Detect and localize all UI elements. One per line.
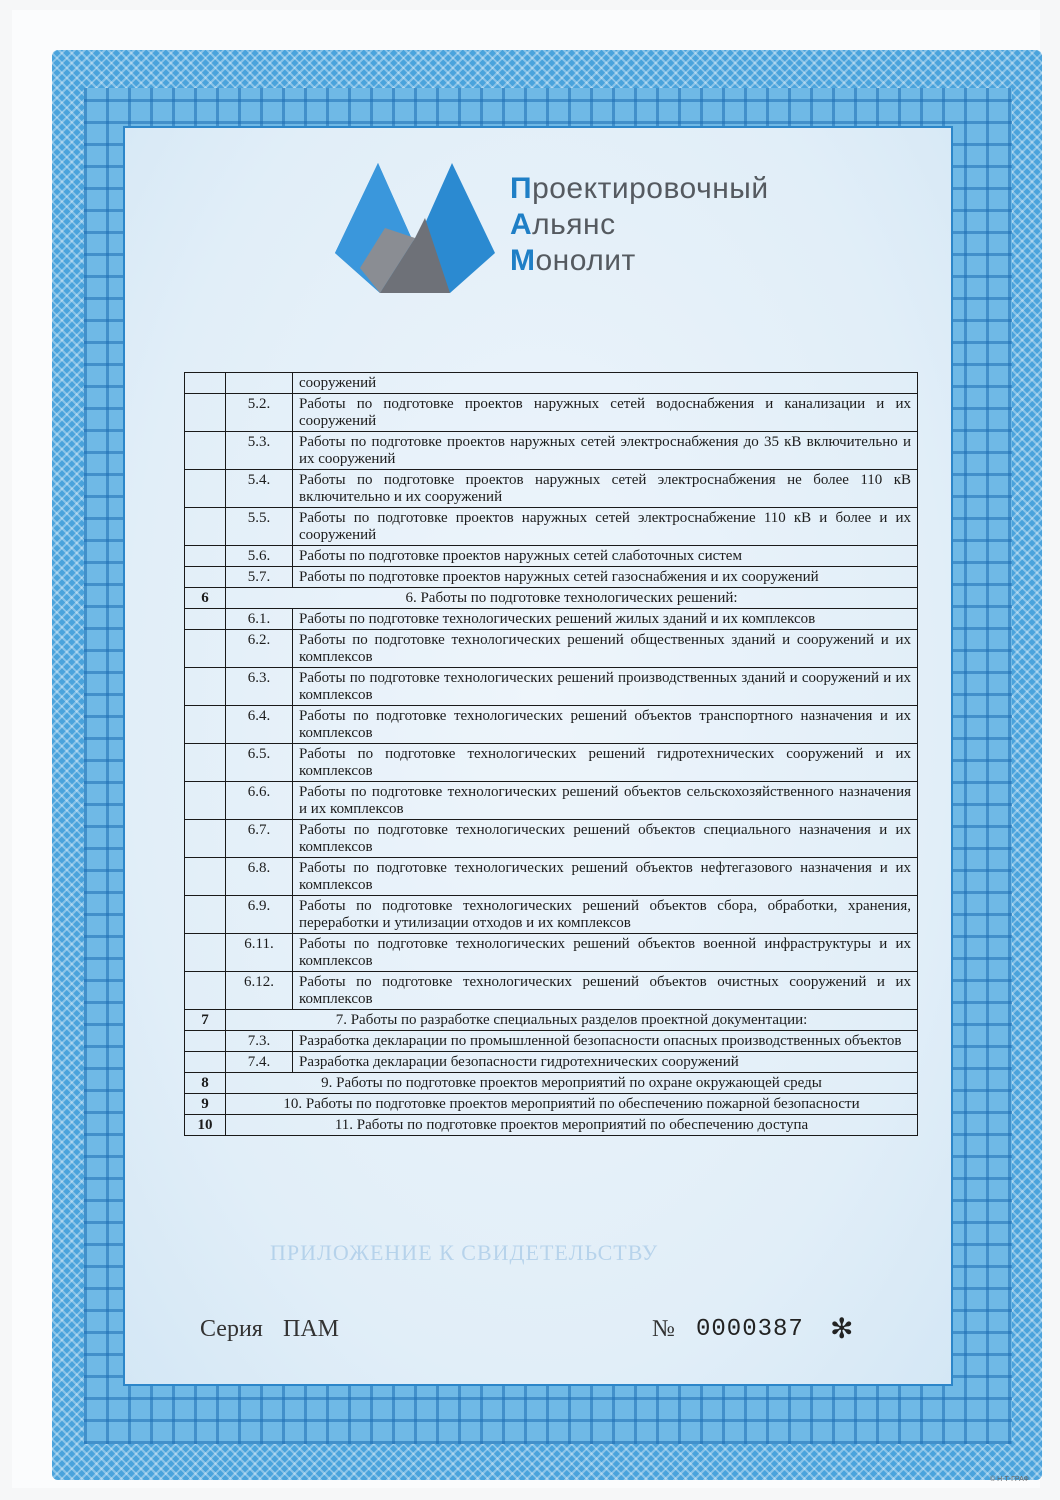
item-code-cell: 7.4. [226, 1052, 293, 1073]
series-label: Серия [200, 1316, 263, 1342]
item-code-cell: 6.9. [226, 896, 293, 934]
item-code-cell [226, 373, 293, 394]
section-number-cell [185, 782, 226, 820]
section-number-cell [185, 630, 226, 668]
item-code-cell: 6.7. [226, 820, 293, 858]
series-value: ПАМ [283, 1316, 340, 1342]
mountain-logo-icon [330, 158, 500, 298]
item-code-cell: 6.6. [226, 782, 293, 820]
item-code-cell: 6.5. [226, 744, 293, 782]
item-code-cell: 5.2. [226, 394, 293, 432]
section-number-cell [185, 706, 226, 744]
item-description-cell: Работы по подготовке проектов наружных сетей электроснабжение 110 кВ и более и их сооружений [293, 508, 918, 546]
table-row [185, 934, 918, 972]
table-row [185, 508, 918, 546]
item-code-cell: 6.8. [226, 858, 293, 896]
section-number-cell [185, 373, 226, 394]
section-number-cell [185, 394, 226, 432]
item-code-cell: 5.7. [226, 567, 293, 588]
item-description-cell: Работы по подготовке технологических решений объектов сельскохозяйственного назначения и их комплексов [293, 782, 918, 820]
item-description-cell: Работы по подготовке технологических решений объектов сбора, обработки, хранения, переработки и утилизации отходов и их комплексов [293, 896, 918, 934]
section-number-cell [185, 934, 226, 972]
item-description-cell: Работы по подготовке проектов наружных сетей водоснабжения и канализации и их сооружений [293, 394, 918, 432]
item-description-cell: Разработка декларации по промышленной безопасности опасных производственных объектов [293, 1031, 918, 1052]
section-number-cell [185, 546, 226, 567]
table-row [185, 744, 918, 782]
watermark-text: ПРИЛОЖЕНИЕ К СВИДЕТЕЛЬСТВУ [270, 1240, 659, 1265]
section-title-cell: 6. Работы по подготовке технологических решений: [226, 588, 918, 609]
item-description-cell: Работы по подготовке технологических решений объектов очистных сооружений и их комплексов [293, 972, 918, 1010]
section-number-cell: 8 [185, 1073, 226, 1094]
item-code-cell: 6.11. [226, 934, 293, 972]
section-number-cell [185, 896, 226, 934]
table-row [185, 394, 918, 432]
table-row [185, 567, 918, 588]
table-row [185, 1094, 918, 1115]
activities-table [184, 372, 918, 1136]
section-number-cell: 7 [185, 1010, 226, 1031]
section-number-cell [185, 668, 226, 706]
section-number-cell [185, 567, 226, 588]
item-description-cell: Работы по подготовке технологических решений гидротехнических сооружений и их комплексов [293, 744, 918, 782]
table-row [185, 1031, 918, 1052]
number-label: № [652, 1316, 675, 1342]
table-row [185, 858, 918, 896]
brand-line-1: Проектировочный [510, 172, 769, 205]
section-number-cell [185, 432, 226, 470]
item-description-cell: Работы по подготовке проектов наружных сетей газоснабжения и их сооружений [293, 567, 918, 588]
section-number-cell [185, 609, 226, 630]
table-row [185, 1052, 918, 1073]
table-row [185, 1073, 918, 1094]
section-number-cell [185, 508, 226, 546]
star-icon: ✻ [830, 1314, 854, 1345]
section-title-cell: 10. Работы по подготовке проектов мероприятий по обеспечению пожарной безопасности [226, 1094, 918, 1115]
item-code-cell: 6.4. [226, 706, 293, 744]
table-row [185, 896, 918, 934]
item-code-cell: 5.5. [226, 508, 293, 546]
item-description-cell: Работы по подготовке технологических решений объектов специального назначения и их комплексов [293, 820, 918, 858]
section-number-cell [185, 470, 226, 508]
item-code-cell: 6.12. [226, 972, 293, 1010]
section-number-cell [185, 972, 226, 1010]
item-description-cell: Работы по подготовке проектов наружных сетей электроснабжения не более 110 кВ включительно и их сооружений [293, 470, 918, 508]
table-row [185, 546, 918, 567]
table-row [185, 609, 918, 630]
item-description-cell: Работы по подготовке технологических решений производственных зданий и сооружений и их комплексов [293, 668, 918, 706]
item-code-cell: 6.2. [226, 630, 293, 668]
section-number-cell [185, 1031, 226, 1052]
table-row [185, 1010, 918, 1031]
certificate-number: 0000387 [696, 1316, 804, 1343]
item-code-cell: 6.1. [226, 609, 293, 630]
printer-credit: © Н-Т-ГРАФ [990, 1476, 1029, 1483]
table-row [185, 1115, 918, 1136]
brand-line-2: Альянс [510, 208, 616, 241]
item-code-cell: 5.6. [226, 546, 293, 567]
table-row [185, 432, 918, 470]
item-description-cell: Работы по подготовке технологических решений общественных зданий и сооружений и их комплексов [293, 630, 918, 668]
section-number-cell [185, 820, 226, 858]
company-logo [330, 158, 810, 298]
item-code-cell: 5.4. [226, 470, 293, 508]
section-title-cell: 9. Работы по подготовке проектов мероприятий по охране окружающей среды [226, 1073, 918, 1094]
section-title-cell: 7. Работы по разработке специальных разделов проектной документации: [226, 1010, 918, 1031]
section-number-cell [185, 744, 226, 782]
table-row [185, 630, 918, 668]
table-row [185, 782, 918, 820]
item-code-cell: 5.3. [226, 432, 293, 470]
item-description-cell: Работы по подготовке технологических решений объектов нефтегазового назначения и их комплексов [293, 858, 918, 896]
item-description-cell: Разработка декларации безопасности гидротехнических сооружений [293, 1052, 918, 1073]
table-row [185, 820, 918, 858]
section-number-cell: 6 [185, 588, 226, 609]
table-row [185, 706, 918, 744]
table-row [185, 972, 918, 1010]
table-row [185, 668, 918, 706]
section-number-cell: 10 [185, 1115, 226, 1136]
table-row [185, 588, 918, 609]
brand-line-3: Монолит [510, 244, 636, 277]
item-description-cell: Работы по подготовке проектов наружных сетей электроснабжения до 35 кВ включительно и их сооружений [293, 432, 918, 470]
item-code-cell: 6.3. [226, 668, 293, 706]
item-description-cell: сооружений [293, 373, 918, 394]
item-description-cell: Работы по подготовке технологических решений объектов транспортного назначения и их комплексов [293, 706, 918, 744]
table-row [185, 373, 918, 394]
item-description-cell: Работы по подготовке технологических решений объектов военной инфраструктуры и их комплексов [293, 934, 918, 972]
section-number-cell [185, 858, 226, 896]
item-description-cell: Работы по подготовке технологических решений жилых зданий и их комплексов [293, 609, 918, 630]
table-row [185, 470, 918, 508]
item-description-cell: Работы по подготовке проектов наружных сетей слаботочных систем [293, 546, 918, 567]
section-number-cell: 9 [185, 1094, 226, 1115]
section-title-cell: 11. Работы по подготовке проектов мероприятий по обеспечению доступа [226, 1115, 918, 1136]
item-code-cell: 7.3. [226, 1031, 293, 1052]
section-number-cell [185, 1052, 226, 1073]
